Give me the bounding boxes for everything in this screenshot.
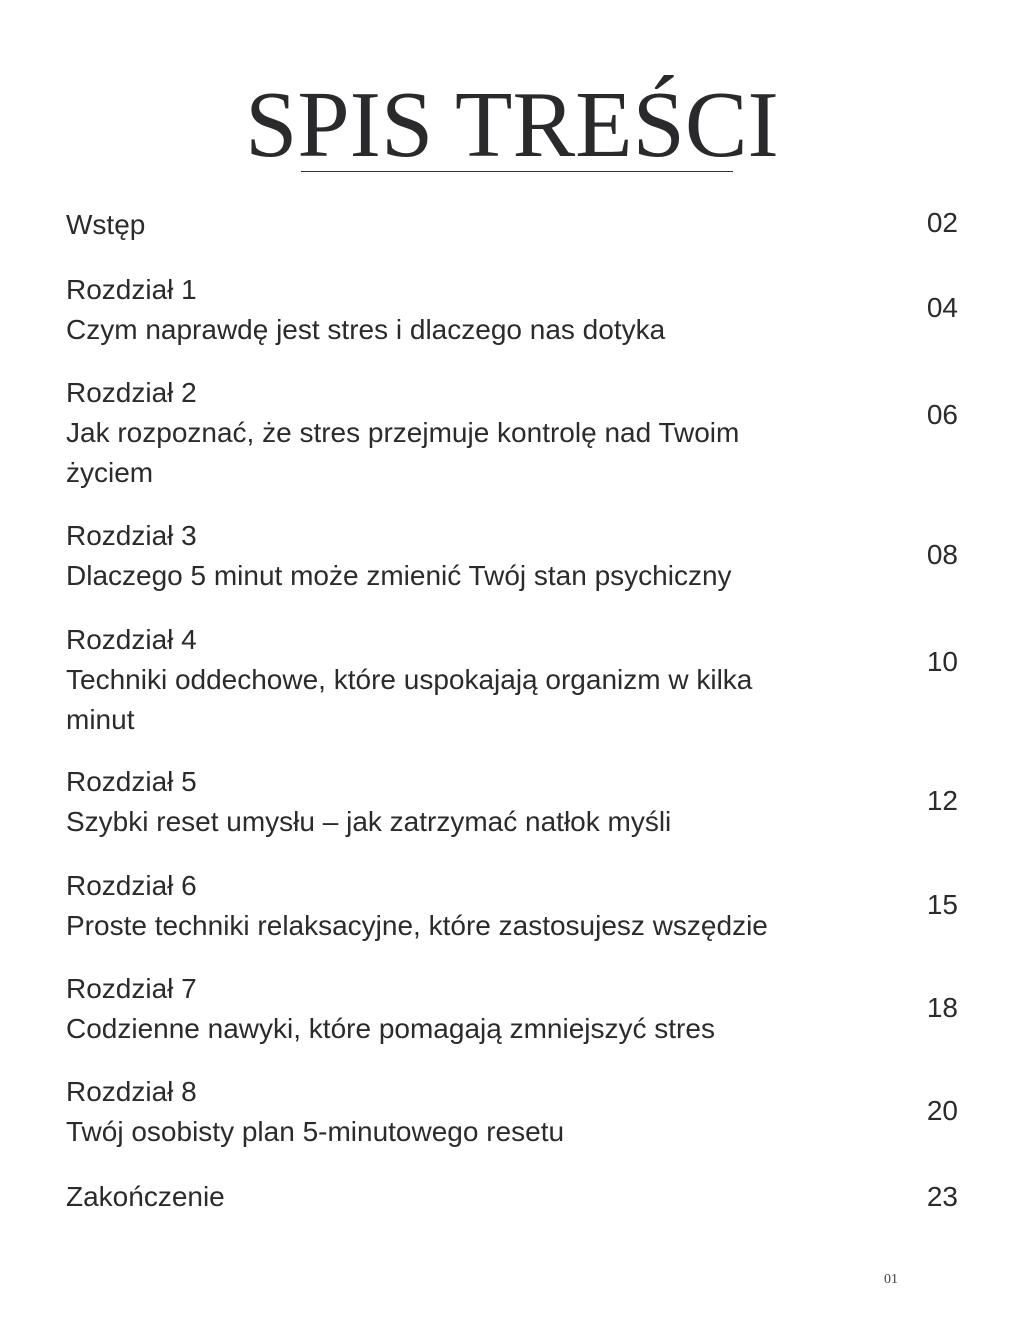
toc-entry-chapter-title-cont: minut bbox=[66, 704, 135, 735]
toc-entry-chapter-label: Rozdział 8 bbox=[66, 1076, 197, 1107]
toc-entry-text bbox=[66, 620, 866, 740]
toc-entry-chapter-title: Dlaczego 5 minut może zmienić Twój stan psychiczny bbox=[66, 560, 732, 591]
toc-entry-text bbox=[66, 762, 866, 842]
page-title: SPIS TREŚCI bbox=[245, 73, 779, 177]
toc-entry-title: Wstęp bbox=[66, 209, 146, 240]
toc-entry-text bbox=[66, 969, 866, 1049]
toc-entry-chapter-label: Rozdział 3 bbox=[66, 520, 197, 551]
toc-entry-chapter-label: Rozdział 1 bbox=[66, 274, 197, 305]
toc-entry-chapter-6[interactable] bbox=[66, 866, 958, 946]
toc-entry-text bbox=[66, 270, 866, 350]
toc-entry-chapter-label: Rozdział 2 bbox=[66, 377, 197, 408]
toc-entry-chapter-title: Jak rozpoznać, że stres przejmuje kontrolę nad Twoim bbox=[66, 417, 740, 448]
toc-entry-chapter-4[interactable] bbox=[66, 620, 958, 740]
toc-entry-page: 12 bbox=[926, 785, 958, 816]
toc-entry-chapter-5[interactable] bbox=[66, 762, 958, 842]
toc-entry-text bbox=[66, 866, 866, 946]
toc-entry-title: Zakończenie bbox=[66, 1181, 225, 1212]
toc-entry-chapter-title: Proste techniki relaksacyjne, które zastosujesz wszędzie bbox=[66, 910, 768, 941]
toc-entry-chapter-label: Rozdział 6 bbox=[66, 870, 197, 901]
toc-entry-page: 20 bbox=[926, 1095, 958, 1126]
toc-entry-conclusion[interactable] bbox=[66, 1177, 958, 1217]
toc-entry-text bbox=[66, 373, 866, 493]
toc-entry-text bbox=[66, 205, 866, 245]
toc-entry-chapter-label: Rozdział 7 bbox=[66, 973, 197, 1004]
toc-entry-chapter-title: Czym naprawdę jest stres i dlaczego nas dotyka bbox=[66, 314, 666, 345]
toc-entry-page: 02 bbox=[926, 207, 958, 238]
toc-entry-text bbox=[66, 1177, 866, 1217]
toc-entry-page: 23 bbox=[926, 1181, 958, 1212]
toc-entry-chapter-label: Rozdział 4 bbox=[66, 624, 197, 655]
toc-entry-chapter-title: Codzienne nawyki, które pomagają zmniejszyć stres bbox=[66, 1013, 715, 1044]
toc-entry-text bbox=[66, 1072, 866, 1152]
toc-entry-chapter-title: Techniki oddechowe, które uspokajają organizm w kilka bbox=[66, 664, 753, 695]
toc-entry-page: 04 bbox=[926, 292, 958, 323]
toc-entry-chapter-label: Rozdział 5 bbox=[66, 766, 197, 797]
toc-entry-chapter-title-cont: życiem bbox=[66, 457, 154, 488]
toc-entry-chapter-8[interactable] bbox=[66, 1072, 958, 1152]
toc-entry-page: 10 bbox=[926, 646, 958, 677]
toc-entry-intro[interactable] bbox=[66, 205, 958, 245]
toc-entry-chapter-3[interactable] bbox=[66, 516, 958, 596]
toc-entry-chapter-title: Twój osobisty plan 5-minutowego resetu bbox=[66, 1116, 565, 1147]
toc-entry-page: 08 bbox=[926, 539, 958, 570]
toc-entry-page: 06 bbox=[926, 399, 958, 430]
toc-entry-text bbox=[66, 516, 866, 596]
toc-entry-page: 18 bbox=[926, 992, 958, 1023]
page-number: 01 bbox=[884, 1272, 898, 1287]
title-underline bbox=[301, 171, 733, 172]
toc-entry-chapter-7[interactable] bbox=[66, 969, 958, 1049]
toc-entry-chapter-2[interactable] bbox=[66, 373, 958, 493]
toc-entry-chapter-title: Szybki reset umysłu – jak zatrzymać natłok myśli bbox=[66, 806, 672, 837]
toc-entry-chapter-1[interactable] bbox=[66, 270, 958, 350]
toc-entry-page: 15 bbox=[926, 889, 958, 920]
